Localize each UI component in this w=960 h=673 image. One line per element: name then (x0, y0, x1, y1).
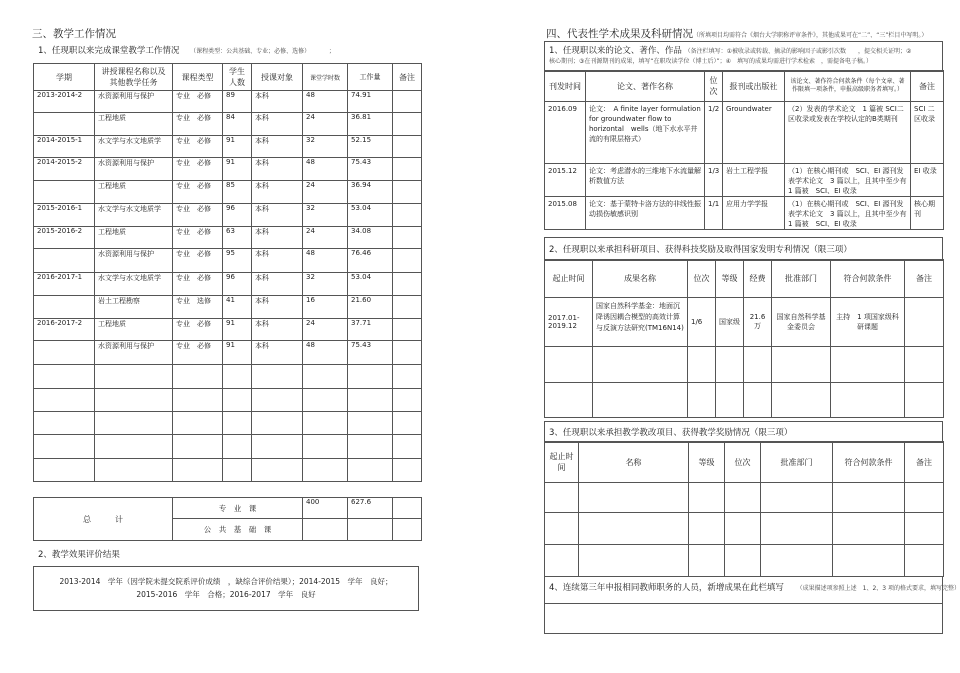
header-students: 学生人数 (223, 64, 252, 91)
teaching-cell-students: 89 (223, 91, 252, 113)
teaching-cell-students: 96 (223, 204, 252, 227)
teaching-cell-course: 工程地质 (95, 319, 173, 341)
total-public-remark (393, 519, 422, 541)
teaching-cell-hours: 24 (303, 319, 348, 341)
proj-subtitle-box (544, 237, 943, 261)
teaching-row (34, 341, 422, 365)
pub-row (545, 164, 944, 197)
teaching-subtitle-note: （课程类型：公共基础、专业；必修、选修） (190, 48, 311, 55)
proj-header-dept: 批准部门 (772, 260, 831, 298)
teaching-cell-students: 63 (223, 227, 252, 249)
pub-cell-date: 2015.08 (545, 197, 586, 230)
teaching-row (34, 204, 422, 227)
teaching-cell-target: 本科 (252, 296, 303, 319)
teaching-cell-course: 水文学与水文地质学 (95, 136, 173, 158)
teaching-cell-course: 水资源利用与保护 (95, 249, 173, 273)
teaching-empty-row (34, 459, 422, 482)
pub-cell-date: 2016.09 (545, 102, 586, 164)
proj-cond: 主持 1 项国家级科研课题 (831, 298, 905, 347)
header-course: 讲授课程名称以及其他教学任务 (95, 64, 173, 91)
pubs-note-a: （备注栏填写：①被收录或转载、摘录的影响因子或影引次数 ，提交相关证明；② (684, 48, 912, 55)
teaching-cell-remark (393, 136, 422, 158)
pub-cell-remark: SCI 二区收录 (911, 102, 944, 164)
teaching-cell-workload: 36.94 (348, 181, 393, 204)
proj-table (544, 259, 944, 418)
total-hours: 400 (303, 498, 348, 519)
proj-row (545, 298, 944, 347)
teaching-cell-workload: 74.91 (348, 91, 393, 113)
teaching-cell-course: 工程地质 (95, 113, 173, 136)
proj-header-cond: 符合何款条件 (831, 260, 905, 298)
teaching-cell-remark (393, 91, 422, 113)
teaching-row (34, 113, 422, 136)
teaching-empty-row (34, 412, 422, 435)
eval-box (33, 566, 419, 611)
pub-cell-remark: 核心期刊 (911, 197, 944, 230)
teaching-cell-hours: 24 (303, 227, 348, 249)
teaching-cell-target: 本科 (252, 319, 303, 341)
teaching-cell-term: 2015-2016-1 (34, 204, 95, 227)
pub-cell-journal: 应用力学学报 (723, 197, 785, 230)
new-results-subtitle: 4、连续第三年申报相同教师职务的人员，新增成果在此栏填写 (549, 583, 784, 593)
pub-cell-cond: （1）在核心期刊或 SCI、EI 源刊发表学术论文 3 篇以上，且其中至少有 1 篇被 SCI、EI 收录 (785, 197, 911, 230)
teaching-cell-type: 专业 必修 (173, 227, 223, 249)
teaching-cell-type: 专业 必修 (173, 181, 223, 204)
teaching-subtitle-text: 1、任现职以来完成课堂教学工作情况 (38, 46, 180, 56)
pub-header-cond: 该论文、著作符合何款条件（每个文章、著作限填一项条件，申报高级职务者填写。） (785, 71, 911, 102)
teaching-cell-course: 水资源利用与保护 (95, 158, 173, 181)
teaching-cell-remark (393, 341, 422, 365)
total-public-workload (348, 519, 393, 541)
proj-subtitle: 2、任现职以来承担科研项目、获得科技奖励及取得国家发明专利情况（限三项） (549, 245, 852, 255)
teaching-table (33, 63, 422, 482)
teaching-cell-remark (393, 227, 422, 249)
teaching-cell-students: 96 (223, 273, 252, 296)
total-major-label: 专 业 课 (173, 498, 303, 519)
teaching-cell-target: 本科 (252, 158, 303, 181)
teaching-cell-course: 岩土工程勘察 (95, 296, 173, 319)
teaching-cell-remark (393, 204, 422, 227)
teaching-cell-workload: 53.04 (348, 273, 393, 296)
proj-header-rank: 位次 (688, 260, 716, 298)
teaching-cell-term: 2016-2017-1 (34, 273, 95, 296)
pubs-subtitle: 1、任现职以来的论文、著作、作品 (549, 46, 682, 56)
proj-header-level: 等级 (716, 260, 744, 298)
teaching-cell-target: 本科 (252, 113, 303, 136)
pub-cell-remark: EI 收录 (911, 164, 944, 197)
teaching-cell-hours: 48 (303, 91, 348, 113)
teaching-cell-workload: 21.60 (348, 296, 393, 319)
teaching-cell-type: 专业 必修 (173, 249, 223, 273)
teaching-cell-type: 专业 选修 (173, 296, 223, 319)
teaching-cell-students: 91 (223, 319, 252, 341)
teaching-cell-type: 专业 必修 (173, 113, 223, 136)
teaching-cell-workload: 52.15 (348, 136, 393, 158)
teaching-cell-type: 专业 必修 (173, 319, 223, 341)
teach-header-dept: 批准部门 (761, 442, 833, 483)
pub-header-title: 论文、著作名称 (586, 71, 705, 102)
teaching-cell-target: 本科 (252, 341, 303, 365)
pub-cell-title: 论文：考虑潜水的三维地下水流量解析数值方法 (586, 164, 705, 197)
left-section-title: 三、教学工作情况 (32, 28, 116, 40)
teaching-cell-remark (393, 249, 422, 273)
pubs-subtitle-box (544, 41, 943, 72)
teaching-row (34, 158, 422, 181)
teaching-cell-hours: 16 (303, 296, 348, 319)
header-target: 授课对象 (252, 64, 303, 91)
proj-time: 2017.01-2019.12 (545, 298, 593, 347)
pub-cell-date: 2015.12 (545, 164, 586, 197)
pub-cell-cond: （1）在核心期刊或 SCI、EI 源刊发表学术论文 3 篇以上，且其中至少有 1 篇被 SCI、EI 收录 (785, 164, 911, 197)
teaching-cell-term (34, 249, 95, 273)
header-remark: 备注 (393, 64, 422, 91)
teaching-cell-term (34, 113, 95, 136)
teaching-cell-workload: 34.08 (348, 227, 393, 249)
teaching-cell-target: 本科 (252, 91, 303, 113)
teaching-subtitle-tail: ； (328, 48, 335, 55)
teaching-cell-workload: 37.71 (348, 319, 393, 341)
eval-line-1: 2013-2014 学年（因学院未提交院系评价成绩 ，缺综合评价结果）；2014-2015 学年 良好； (59, 577, 393, 586)
total-label: 总 计 (34, 498, 173, 541)
pub-row (545, 197, 944, 230)
teach-award-table (544, 441, 944, 577)
teaching-cell-hours: 32 (303, 136, 348, 158)
proj-name: 国家自然科学基金：地面沉降诱因耦合模型的高效计算与反演方法研究(TM16N14) (593, 298, 688, 347)
proj-level: 国家级 (716, 298, 744, 347)
teaching-cell-hours: 24 (303, 113, 348, 136)
teaching-cell-remark (393, 158, 422, 181)
teaching-cell-type: 专业 必修 (173, 204, 223, 227)
teaching-row (34, 296, 422, 319)
teaching-cell-course: 水资源利用与保护 (95, 91, 173, 113)
teaching-cell-remark (393, 113, 422, 136)
teach-header-remark: 备注 (905, 442, 944, 483)
proj-funds: 21.6 万 (744, 298, 772, 347)
teaching-cell-remark (393, 319, 422, 341)
teach-header-time: 起止时间 (545, 442, 579, 483)
teaching-cell-type: 专业 必修 (173, 136, 223, 158)
total-public-label: 公 共 基 础 课 (173, 519, 303, 541)
teaching-cell-term (34, 181, 95, 204)
pub-header-rank: 位次 (705, 71, 723, 102)
teaching-cell-students: 91 (223, 341, 252, 365)
teaching-cell-target: 本科 (252, 204, 303, 227)
right-section-note: （所填项目均需符合《烟台大学职称评审条件》，其他成果可在“二”、“三”栏目中写明。） (693, 32, 928, 39)
teaching-cell-workload: 53.04 (348, 204, 393, 227)
pub-cell-rank: 1/3 (705, 164, 723, 197)
teaching-cell-course: 水资源利用与保护 (95, 341, 173, 365)
teaching-empty-row (34, 435, 422, 459)
proj-header-time: 起止时间 (545, 260, 593, 298)
teaching-cell-target: 本科 (252, 227, 303, 249)
teaching-cell-term: 2016-2017-2 (34, 319, 95, 341)
teaching-total-table (33, 497, 422, 541)
pubs-note-b: 核心期刊；③在刊源期刊的成果，填写“在职攻读学位（博士后）”；④ 填写的成果均需进行学术检索 ，需提备电子稿。） (549, 58, 872, 65)
total-public-hours (303, 519, 348, 541)
teaching-subtitle (38, 44, 335, 56)
teaching-cell-target: 本科 (252, 273, 303, 296)
teach-header-cond: 符合何款条件 (833, 442, 905, 483)
teaching-cell-term: 2014-2015-2 (34, 158, 95, 181)
pub-header-remark: 备注 (911, 71, 944, 102)
teaching-cell-hours: 48 (303, 249, 348, 273)
pub-cell-cond: （2）发表的学术论文 1 篇被 SCI二区收录或发表在学校认定的B类期刊 (785, 102, 911, 164)
teaching-cell-workload: 75.43 (348, 158, 393, 181)
teaching-cell-workload: 76.46 (348, 249, 393, 273)
teaching-cell-hours: 48 (303, 341, 348, 365)
teaching-cell-target: 本科 (252, 249, 303, 273)
pub-row (545, 102, 944, 164)
new-results-note: （成果描述项参照上述 1、2、3 项的格式要求，填写完整） (796, 585, 960, 592)
teaching-cell-remark (393, 296, 422, 319)
proj-header-remark: 备注 (905, 260, 944, 298)
right-section-title (546, 26, 927, 41)
teaching-cell-remark (393, 273, 422, 296)
teaching-cell-type: 专业 必修 (173, 91, 223, 113)
teaching-cell-students: 95 (223, 249, 252, 273)
teaching-cell-course: 工程地质 (95, 181, 173, 204)
teaching-cell-workload: 75.43 (348, 341, 393, 365)
teaching-cell-target: 本科 (252, 136, 303, 158)
teach-award-subtitle: 3、任现职以来承担教学教改项目、获得教学奖励情况（限三项） (549, 428, 793, 438)
teaching-cell-students: 91 (223, 136, 252, 158)
pub-cell-rank: 1/2 (705, 102, 723, 164)
pub-cell-rank: 1/1 (705, 197, 723, 230)
pub-cell-journal: 岩土工程学报 (723, 164, 785, 197)
proj-header-funds: 经费 (744, 260, 772, 298)
proj-rank: 1/6 (688, 298, 716, 347)
teaching-cell-students: 85 (223, 181, 252, 204)
teaching-empty-row (34, 365, 422, 389)
teaching-row (34, 181, 422, 204)
teaching-row (34, 249, 422, 273)
teaching-row (34, 273, 422, 296)
teaching-cell-hours: 48 (303, 158, 348, 181)
teaching-cell-hours: 32 (303, 273, 348, 296)
pub-header-date: 刊发时间 (545, 71, 586, 102)
right-section-title-text: 四、代表性学术成果及科研情况 (546, 28, 693, 40)
teaching-cell-course: 工程地质 (95, 227, 173, 249)
teach-header-rank: 位次 (725, 442, 761, 483)
proj-remark (905, 298, 944, 347)
teaching-cell-course: 水文学与水文地质学 (95, 273, 173, 296)
pub-cell-journal: Groundwater (723, 102, 785, 164)
pub-cell-title: 论文：基于蒙特卡洛方法的非线性振动损伤敏感识别 (586, 197, 705, 230)
teaching-cell-hours: 24 (303, 181, 348, 204)
new-results-box (544, 576, 960, 634)
header-term: 学期 (34, 64, 95, 91)
eval-subtitle: 2、教学效果评价结果 (38, 550, 120, 560)
teaching-cell-term (34, 341, 95, 365)
teaching-cell-term: 2015-2016-2 (34, 227, 95, 249)
teaching-cell-students: 41 (223, 296, 252, 319)
eval-line-2: 2015-2016 学年 合格；2016-2017 学年 良好 (136, 590, 316, 599)
pub-header-journal: 报刊或出版社 (723, 71, 785, 102)
teach-header-name: 名称 (579, 442, 689, 483)
teaching-row (34, 319, 422, 341)
proj-dept: 国家自然科学基金委员会 (772, 298, 831, 347)
teaching-cell-type: 专业 必修 (173, 273, 223, 296)
teaching-cell-hours: 32 (303, 204, 348, 227)
teaching-cell-students: 91 (223, 158, 252, 181)
proj-header-name: 成果名称 (593, 260, 688, 298)
teaching-cell-term (34, 296, 95, 319)
teaching-cell-term: 2014-2015-1 (34, 136, 95, 158)
pub-cell-title: 论文： A finite layer formulation for groundwater flow to horizontal wells（地下水水平井流的有限层格式） (586, 102, 705, 164)
teaching-cell-type: 专业 必修 (173, 341, 223, 365)
teaching-row (34, 91, 422, 113)
teaching-cell-course: 水文学与水文地质学 (95, 204, 173, 227)
teach-header-level: 等级 (689, 442, 725, 483)
pubs-table (544, 70, 944, 230)
header-hours: 课堂学时数 (303, 64, 348, 91)
header-workload: 工作量 (348, 64, 393, 91)
teaching-empty-row (34, 389, 422, 412)
total-remark (393, 498, 422, 519)
teaching-cell-target: 本科 (252, 181, 303, 204)
teaching-cell-type: 专业 必修 (173, 158, 223, 181)
teaching-cell-term: 2013-2014-2 (34, 91, 95, 113)
teaching-cell-workload: 36.81 (348, 113, 393, 136)
teaching-cell-students: 84 (223, 113, 252, 136)
teaching-cell-remark (393, 181, 422, 204)
header-type: 课程类型 (173, 64, 223, 91)
teaching-row (34, 136, 422, 158)
total-workload: 627.6 (348, 498, 393, 519)
teaching-row (34, 227, 422, 249)
teach-award-subtitle-box (544, 421, 943, 443)
